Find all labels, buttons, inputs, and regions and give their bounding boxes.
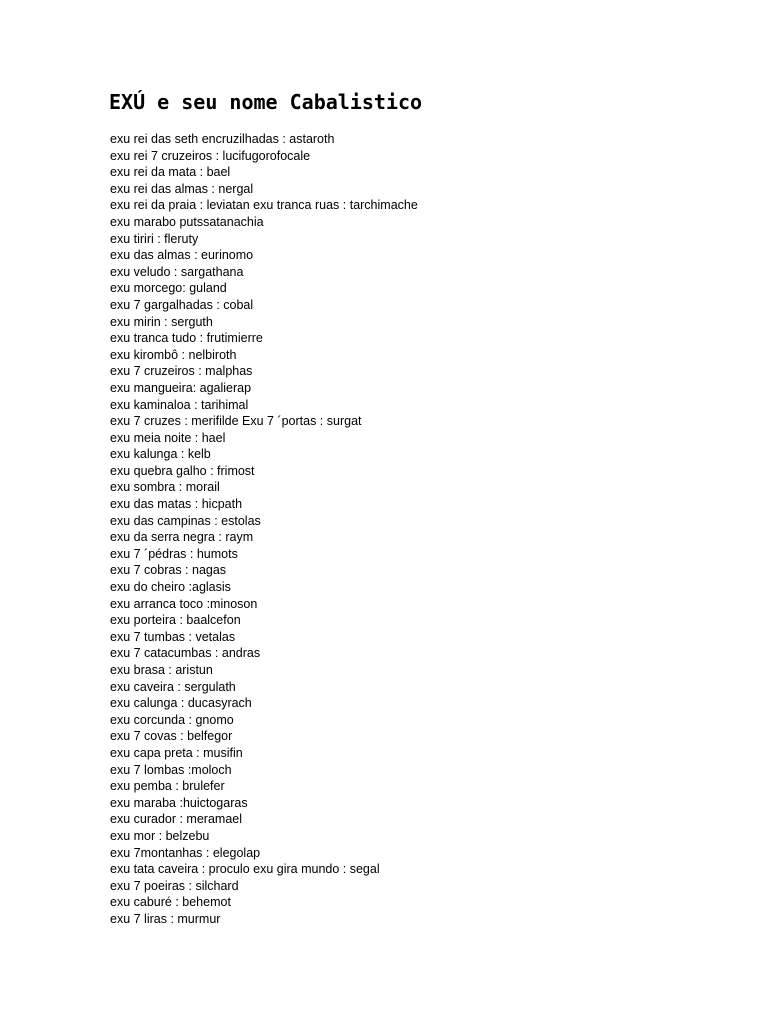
list-item: exu caveira : sergulath xyxy=(110,679,236,694)
list-item: exu rei das almas : nergal xyxy=(110,181,254,196)
list-item: exu kaminaloa : tarihimal xyxy=(110,397,249,412)
list-item: exu das campinas : estolas xyxy=(110,513,261,528)
list-item: exu calunga : ducasyrach xyxy=(110,696,252,711)
list-item: exu das almas : eurinomo xyxy=(110,248,254,263)
list-item: exu sombra : morail xyxy=(110,480,220,495)
list-item: exu tata caveira : proculo exu gira mundo : segal xyxy=(110,862,380,877)
list-item: exu arranca toco :minoson xyxy=(110,596,258,611)
list-item: exu capa preta : musifin xyxy=(110,745,243,760)
list-item: exu 7 cruzeiros : malphas xyxy=(110,364,253,379)
list-item: exu rei 7 cruzeiros : lucifugorofocale xyxy=(110,148,311,163)
list-item: exu kalunga : kelb xyxy=(110,447,211,462)
list-item: exu maraba :huictogaras xyxy=(110,795,248,810)
list-item: exu pemba : brulefer xyxy=(110,779,225,794)
list-item: exu porteira : baalcefon xyxy=(110,613,241,628)
list-item: exu 7montanhas : elegolap xyxy=(110,845,261,860)
list-item: exu 7 ´pédras : humots xyxy=(110,546,238,561)
list-item: exu mangueira: agalierap xyxy=(110,380,252,395)
list-item: exu caburé : behemot xyxy=(110,895,231,910)
list-item: exu do cheiro :aglasis xyxy=(110,580,231,595)
list-item: exu meia noite : hael xyxy=(110,430,226,445)
document-title: EXÚ e seu nome Cabalistico xyxy=(109,90,423,114)
list-item: exu 7 cobras : nagas xyxy=(110,563,227,578)
list-item: exu rei da mata : bael xyxy=(110,165,231,180)
list-item: exu marabo putssatanachia xyxy=(110,214,264,229)
list-item: exu 7 poeiras : silchard xyxy=(110,878,239,893)
entry-list xyxy=(110,131,418,928)
list-item: exu 7 gargalhadas : cobal xyxy=(110,297,254,312)
list-item: exu corcunda : gnomo xyxy=(110,712,234,727)
list-item: exu rei das seth encruzilhadas : astaroth xyxy=(110,132,335,146)
list-item: exu veludo : sargathana xyxy=(110,264,244,279)
list-item: exu da serra negra : raym xyxy=(110,530,254,545)
list-item: exu 7 covas : belfegor xyxy=(110,729,233,744)
list-item: exu tranca tudo : frutimierre xyxy=(110,331,263,346)
list-item: exu quebra galho : frimost xyxy=(110,463,255,478)
list-item: exu 7 tumbas : vetalas xyxy=(110,629,236,644)
list-item: exu mor : belzebu xyxy=(110,828,210,843)
list-item: exu brasa : aristun xyxy=(110,663,213,677)
list-item: exu kirombô : nelbiroth xyxy=(110,347,237,362)
list-item: exu rei da praia : leviatan exu tranca ruas : tarchimache xyxy=(110,198,418,213)
list-item: exu 7 lombas :moloch xyxy=(110,762,232,777)
list-item: exu curador : meramael xyxy=(110,812,243,827)
list-item: exu mirin : serguth xyxy=(110,314,213,329)
list-item: exu tiriri : fleruty xyxy=(110,231,199,246)
list-item: exu 7 catacumbas : andras xyxy=(110,646,261,661)
list-item: exu das matas : hicpath xyxy=(110,497,243,512)
list-item: exu morcego: guland xyxy=(110,281,227,296)
list-item: exu 7 cruzes : merifilde Exu 7 ´portas : surgat xyxy=(110,414,362,429)
list-item: exu 7 liras : murmur xyxy=(110,911,221,926)
